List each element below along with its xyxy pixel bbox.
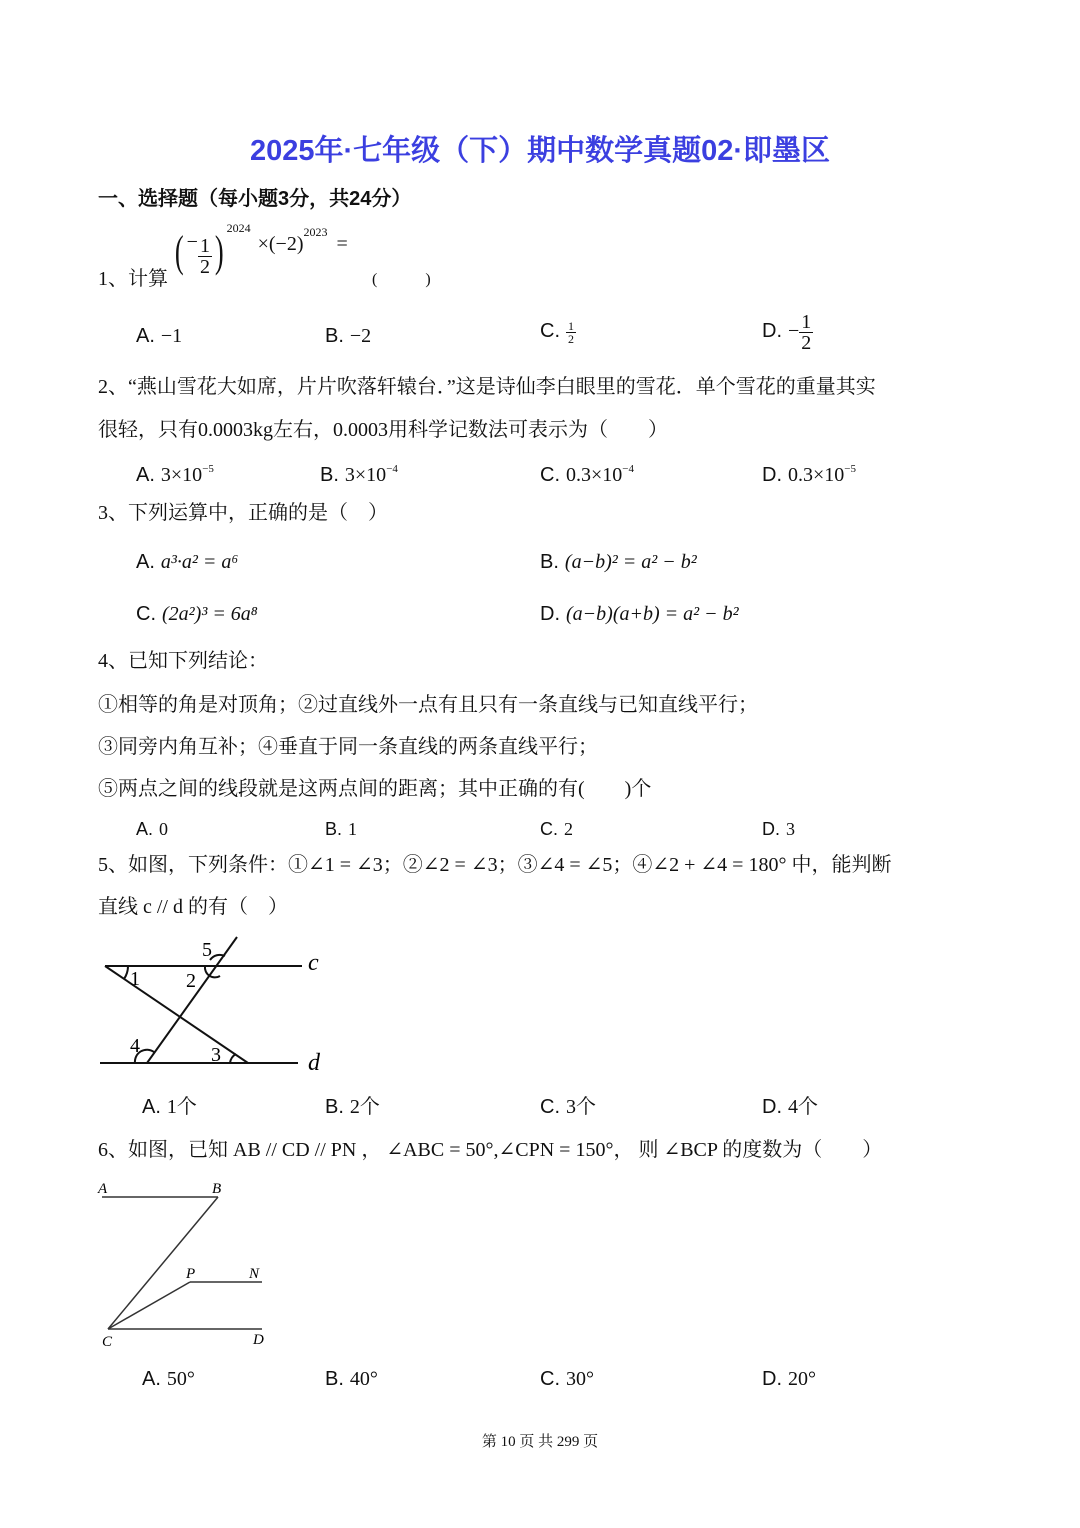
q1-prefix: 1、计算 xyxy=(98,268,168,290)
section-heading: 一、选择题（每小题3分，共24分） xyxy=(98,188,412,210)
fig5-label: 3 xyxy=(211,1044,221,1066)
q1-mid: ×(−2) xyxy=(257,233,304,255)
q2-option-d[interactable]: D. $0.3\times 10^{-5}$ xyxy=(762,463,856,486)
q6-option-c[interactable]: C. 30° xyxy=(540,1368,594,1390)
q1-option-d[interactable]: D. − $\frac{1}{2}$ xyxy=(762,311,812,354)
q4-option-b[interactable]: B. 1 xyxy=(325,819,358,839)
q3-option-c[interactable]: C. (2a²)³ = 6a⁸ xyxy=(136,603,258,625)
q1-den: 2 xyxy=(199,256,210,278)
q2-option-c[interactable]: C. $0.3\times 10^{-4}$ xyxy=(540,463,634,486)
q1-answer-blank: ( ) xyxy=(372,271,431,288)
q6-option-d[interactable]: D. 20° xyxy=(762,1368,816,1390)
fig6-label: D xyxy=(253,1332,264,1348)
fig5-label: 2 xyxy=(186,970,196,992)
fig6-label: P xyxy=(186,1266,196,1282)
q4-option-a[interactable]: A. 0 xyxy=(136,819,169,839)
fig6-label: C xyxy=(102,1334,113,1350)
q1-num: 1 xyxy=(199,235,210,257)
q5-option-b[interactable]: B. 2个 xyxy=(325,1096,380,1118)
q5-option-d[interactable]: D. 4个 xyxy=(762,1096,818,1118)
q5-option-c[interactable]: C. 3个 xyxy=(540,1096,596,1118)
fig5-label: d xyxy=(308,1050,320,1076)
q5-option-a[interactable]: A. 1个 xyxy=(142,1096,197,1118)
q3-option-b[interactable]: B. (a−b)² = a² − b² xyxy=(540,551,697,573)
q3-stem: 3、下列运算中，正确的是（ ） xyxy=(98,502,388,524)
fig5-label: 4 xyxy=(130,1035,140,1057)
q6-option-b[interactable]: B. 40° xyxy=(325,1368,378,1390)
q3-option-a[interactable]: A. a³·a² = a⁶ xyxy=(136,551,239,573)
fig5-label: c xyxy=(308,950,319,976)
q6-parallel-lines-figure xyxy=(90,1175,290,1355)
q4-statement: ①相等的角是对顶角；②过直线外一点有且只有一条直线与已知直线平行； xyxy=(98,694,758,716)
q1-eq: = xyxy=(336,233,348,255)
q2-stem-line2: 很轻，只有0.0003kg左右，0.0003用科学记数法可表示为（ ） xyxy=(98,419,668,441)
q4-statement: ⑤两点之间的线段就是这两点间的距离；其中正确的有( )个 xyxy=(98,778,652,800)
q6-stem: 6、如图，已知 AB // CD // PN ， ∠ABC = 50°,∠CPN = 150°， 则 ∠BCP 的度数为（ ） xyxy=(98,1139,883,1161)
q5-parallel-lines-figure xyxy=(90,930,340,1080)
fig6-label: A xyxy=(98,1181,108,1197)
q5-stem-line2: 直线 c // d 的有（ ） xyxy=(98,896,288,918)
q2-option-b[interactable]: B. $3\times 10^{-4}$ xyxy=(320,463,398,486)
q1-option-a[interactable]: A. −1 xyxy=(136,325,183,347)
fig5-label: 1 xyxy=(130,968,140,990)
fig6-label: N xyxy=(249,1266,260,1282)
q4-option-c[interactable]: C. 2 xyxy=(540,819,573,839)
q1-exp1: 2024 xyxy=(226,221,251,235)
q1-option-b[interactable]: B. −2 xyxy=(325,325,372,347)
q2-option-a[interactable]: A. $3\times 10^{-5}$ xyxy=(136,463,214,486)
q1-exp2: 2023 xyxy=(303,225,328,239)
q5-stem-line1: 5、如图，下列条件：①∠1 = ∠3；②∠2 = ∠3；③∠4 = ∠5；④∠2 + ∠4 = 180° 中，能判断 xyxy=(98,854,892,876)
q4-stem: 4、已知下列结论： xyxy=(98,650,268,672)
q3-option-d[interactable]: D. (a−b)(a+b) = a² − b² xyxy=(540,603,739,625)
q1-expression: ( − $\frac{1}{2}$ ) $^{2024} \times(-2)^{2023}$ = xyxy=(174,221,348,278)
q4-option-d[interactable]: D. 3 xyxy=(762,819,795,839)
fig5-label: 5 xyxy=(202,939,212,961)
q2-stem-line1: 2、“燕山雪花大如席，片片吹落轩辕台．”这是诗仙李白眼里的雪花．单个雪花的重量其实 xyxy=(98,376,876,398)
fig6-label: B xyxy=(212,1181,222,1197)
q4-statement: ③同旁内角互补；④垂直于同一条直线的两条直线平行； xyxy=(98,736,598,758)
page-title: 2025年·七年级（下）期中数学真题02·即墨区 xyxy=(249,135,831,167)
q1-option-c[interactable]: C. $\frac{1}{2}$ xyxy=(540,319,574,346)
page-number-footer: 第 10 页 共 299 页 xyxy=(481,1434,599,1450)
q6-option-a[interactable]: A. 50° xyxy=(142,1368,195,1390)
